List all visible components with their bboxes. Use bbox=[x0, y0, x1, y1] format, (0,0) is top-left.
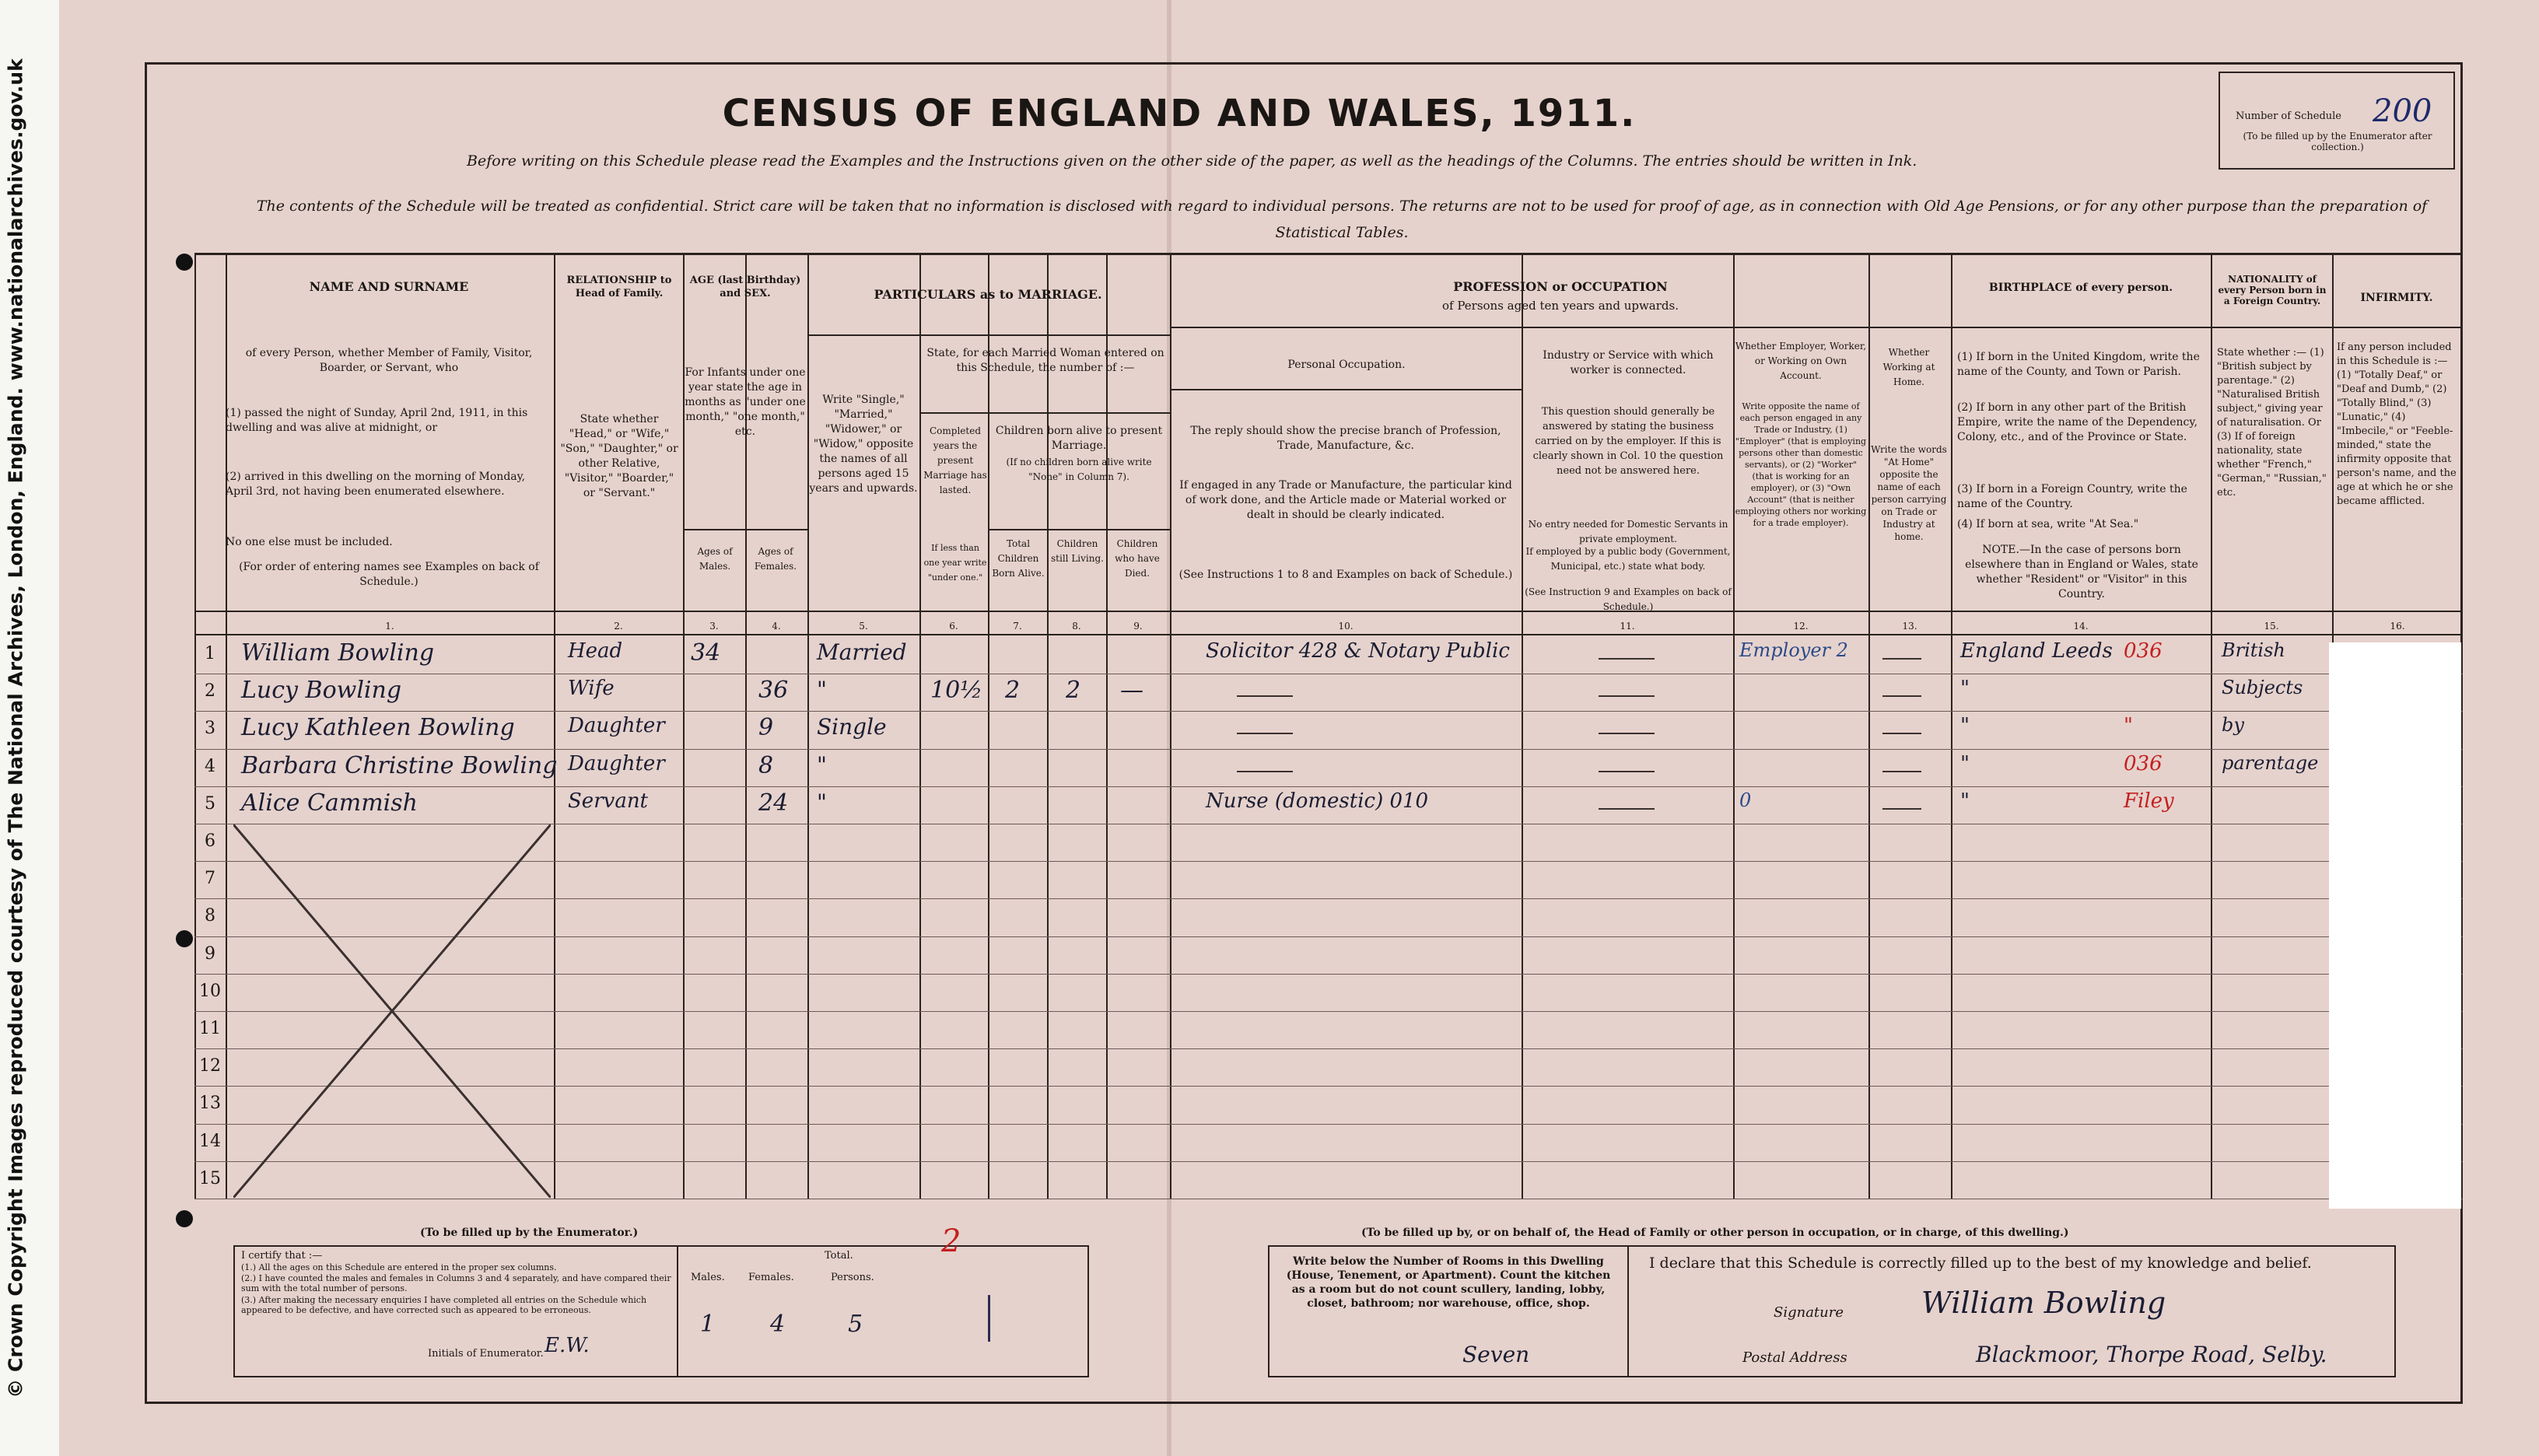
relationship: Head bbox=[568, 639, 623, 663]
row-number: 8 bbox=[205, 906, 215, 926]
schedule-number-box bbox=[2219, 72, 2455, 170]
blank-dash bbox=[1599, 733, 1655, 734]
personal-occupation-desc3: (See Instructions 1 to 8 and Examples on back of Schedule.) bbox=[1178, 569, 1513, 581]
nationality: parentage bbox=[2222, 751, 2319, 774]
marital-status: " bbox=[817, 677, 827, 703]
column-number: 12. bbox=[1793, 621, 1809, 632]
row-number: 15 bbox=[199, 1168, 221, 1188]
row-number: 14 bbox=[199, 1131, 221, 1151]
birthplace-code: Filey bbox=[2124, 789, 2174, 813]
total-label: Total. bbox=[825, 1250, 853, 1262]
initials-label: Initials of Enumerator. bbox=[428, 1348, 544, 1360]
children-born-head: Children born alive to present Marriage. bbox=[995, 425, 1163, 452]
blank-dash bbox=[1237, 695, 1293, 697]
column-number: 5. bbox=[859, 621, 868, 632]
industry-desc2: No entry needed for Domestic Servants in private employment. bbox=[1528, 519, 1728, 544]
name-column-desc: of every Person, whether Member of Family, Visitor, Boarder, or Servant, who bbox=[245, 347, 533, 374]
blank-dash bbox=[1599, 808, 1655, 810]
blank-dash bbox=[1882, 658, 1921, 660]
postal-address-label: Postal Address bbox=[1742, 1349, 1847, 1366]
schedule-number: 200 bbox=[2373, 93, 2432, 129]
row-number: 2 bbox=[205, 681, 215, 702]
blank-dash bbox=[1882, 771, 1921, 772]
persons-label: Persons. bbox=[831, 1272, 874, 1283]
birthplace: " bbox=[1960, 751, 1970, 775]
name-column-desc1: (1) passed the night of Sunday, April 2nd, 1911, in this dwelling and was alive at midnight, or bbox=[226, 407, 528, 434]
marriage-years: 10½ bbox=[930, 677, 983, 705]
total-females: 4 bbox=[770, 1311, 786, 1338]
column-number: 6. bbox=[949, 621, 958, 632]
birthplace-desc4: (4) If born at sea, write "At Sea." bbox=[1957, 518, 2139, 530]
header-subrule bbox=[988, 529, 1170, 530]
birthplace-code: 036 bbox=[2124, 751, 2163, 775]
intro-instructions: Before writing on this Schedule please read the Examples and the Instructions given on the other side of the paper, as well as the headings of the Columns. The entries should be written in Ink. bbox=[467, 152, 1917, 170]
header-subrule bbox=[1170, 327, 1951, 328]
birthplace: " bbox=[1960, 789, 1970, 813]
completed-years-head: Completed years the present Marriage has lasted. bbox=[923, 425, 987, 495]
employment-status: Employer 2 bbox=[1739, 639, 1848, 661]
header-bottom-rule bbox=[194, 611, 2463, 612]
marital-status: " bbox=[817, 789, 827, 815]
personal-occupation-desc: The reply should show the precise branch of Profession, Trade, Manufacture, &c. bbox=[1190, 425, 1501, 452]
head-section-title: (To be filled up by, or on behalf of, the Head of Family or other person in occupation, or in charge, of this dwelling.) bbox=[1361, 1227, 2069, 1239]
blank-dash bbox=[1237, 771, 1293, 772]
column-divider bbox=[1170, 253, 1171, 1199]
nationality-column-head: NATIONALITY of every Person born in a Foreign Country. bbox=[2218, 274, 2327, 306]
birthplace: " bbox=[1960, 677, 1970, 701]
totals-divider bbox=[677, 1245, 683, 1377]
column-number: 11. bbox=[1620, 621, 1635, 632]
certify-2: (2.) I have counted the males and females in Columns 3 and 4 separately, and have compared their sum with the total number of persons. bbox=[241, 1273, 671, 1293]
colnum-rule bbox=[194, 634, 2463, 635]
blank-dash bbox=[1599, 695, 1655, 697]
age-female: 9 bbox=[758, 714, 774, 742]
birthplace-desc1: (1) If born in the United Kingdom, write the name of the County, and Town or Parish. bbox=[1957, 351, 2200, 378]
person-name: Lucy Bowling bbox=[241, 677, 402, 705]
industry-head: Industry or Service with which worker is connected. bbox=[1543, 349, 1714, 376]
married-woman-desc: State, for each Married Woman entered on this Schedule, the number of :— bbox=[926, 347, 1164, 374]
age-column-desc: For Infants under one year state the age in months as "under one month," "one month," etc. bbox=[685, 366, 806, 438]
declaration: I declare that this Schedule is correctly filled up to the best of my knowledge and belief. bbox=[1649, 1255, 2312, 1272]
relationship: Daughter bbox=[568, 714, 665, 738]
row-number: 5 bbox=[205, 793, 215, 814]
person-name: Lucy Kathleen Bowling bbox=[241, 714, 515, 742]
certify-3: (3.) After making the necessary enquiries I have completed all entries on the Schedule which appeared to be defective, and have corrected such as appeared to be erroneous. bbox=[241, 1295, 647, 1315]
column-divider bbox=[1047, 253, 1049, 1199]
children-living: 2 bbox=[1066, 677, 1081, 705]
relationship: Wife bbox=[568, 677, 615, 701]
row-rule bbox=[194, 749, 2463, 750]
postal-address: Blackmoor, Thorpe Road, Selby. bbox=[1976, 1342, 2327, 1367]
column-divider bbox=[1951, 253, 1952, 1199]
person-name: Alice Cammish bbox=[241, 789, 418, 817]
females-label: Females. bbox=[748, 1272, 794, 1283]
row-number: 12 bbox=[199, 1056, 221, 1076]
industry-desc4: (See Instruction 9 and Examples on back of Schedule.) bbox=[1525, 586, 1732, 612]
row-number: 9 bbox=[205, 943, 215, 964]
age-female: 36 bbox=[758, 677, 789, 705]
header-subrule bbox=[1170, 389, 1522, 390]
column-number: 1. bbox=[385, 621, 394, 632]
column-number: 16. bbox=[2390, 621, 2405, 632]
industry-desc3: If employed by a public body (Government, Municipal, etc.) state what body. bbox=[1525, 546, 1731, 572]
home-desc: Write the words "At Home" opposite the name of each person carrying on Trade or Industry at home. bbox=[1871, 444, 1947, 542]
schedule-number-label: Number of Schedule bbox=[2236, 110, 2342, 122]
age-female: 24 bbox=[758, 789, 789, 817]
marital-status: " bbox=[817, 751, 827, 778]
rooms-instructions: Write below the Number of Rooms in this Dwelling (House, Tenement, or Apartment). Count the kitchen as a room but do not count scullery, landing, lobby, closet, bathroom; nor warehouse, office, shop. bbox=[1286, 1255, 1611, 1310]
industry-desc: This question should generally be answered by stating the business carried on by the employer. If this is clearly shown in Col. 10 the question need not be answered here. bbox=[1532, 406, 1724, 477]
birthplace-code: " bbox=[2124, 714, 2133, 738]
nationality-desc: State whether :— (1) "British subject by parentage." (2) "Naturalised British subject," giving year of naturalisation. Or (3) If of foreign nationality, state whether "French," "German," "Russian," etc. bbox=[2217, 347, 2327, 499]
age-males-head: Ages of Males. bbox=[697, 546, 733, 572]
name-column-head: NAME AND SURNAME bbox=[309, 279, 469, 294]
home-head: Whether Working at Home. bbox=[1882, 347, 1935, 387]
person-name: Barbara Christine Bowling bbox=[241, 751, 558, 779]
infirmity-desc: If any person included in this Schedule is :— (1) "Totally Deaf," or "Deaf and Dumb," (2) "Totally Blind," (3) "Lunatic," (4) "Imbecile," or "Feeble-minded," state the infirmity opposite that person's name, and the age at which he or she became afflicted. bbox=[2337, 341, 2457, 507]
row-number: 13 bbox=[199, 1094, 221, 1114]
blank-dash bbox=[1599, 658, 1655, 660]
still-living-head: Children still Living. bbox=[1051, 538, 1104, 564]
row-number: 7 bbox=[205, 869, 215, 889]
column-number: 7. bbox=[1013, 621, 1022, 632]
birthplace-note: NOTE.—In the case of persons born elsewhere than in England or Wales, state whether "Resident" or "Visitor" in this Country. bbox=[1965, 544, 2198, 600]
relationship: Servant bbox=[568, 789, 649, 813]
signature-label: Signature bbox=[1774, 1304, 1844, 1321]
have-died-head: Children who have Died. bbox=[1115, 538, 1160, 579]
children-died: — bbox=[1120, 677, 1143, 705]
occupation: Solicitor 428 & Notary Public bbox=[1206, 639, 1510, 663]
row-number: 1 bbox=[205, 644, 215, 663]
column-number: 14. bbox=[2073, 621, 2089, 632]
marital-status: Single bbox=[817, 714, 887, 740]
relationship-column-head: RELATIONSHIP to Head of Family. bbox=[566, 275, 672, 299]
schedule-number-note: (To be filled up by the Enumerator after collection.) bbox=[2243, 131, 2432, 152]
total-persons: 5 bbox=[848, 1311, 863, 1338]
employment-status: 0 bbox=[1739, 789, 1752, 811]
unused-rows-cross bbox=[233, 824, 551, 1198]
profession-column-head: PROFESSION or OCCUPATION bbox=[1453, 279, 1668, 294]
column-number: 8. bbox=[1072, 621, 1081, 632]
occupation: Nurse (domestic) 010 bbox=[1206, 789, 1429, 813]
confidentiality-note: The contents of the Schedule will be treated as confidential. Strict care will be taken that no information is disclosed with regard to individual persons. The returns are not to be used for proof of age, as in connection with Old Age Pensions, or for any other purpose than the preparation of Statistical Tables. bbox=[256, 198, 2428, 241]
personal-occupation-desc2: If engaged in any Trade or Manufacture, the particular kind of work done, and the Article made or Material worked or dealt in should be clearly indicated. bbox=[1179, 479, 1512, 521]
header-subrule bbox=[919, 412, 1170, 414]
blank-dash bbox=[1237, 733, 1293, 734]
column-divider bbox=[919, 253, 921, 1199]
employer-desc: Write opposite the name of each person engaged in any Trade or Industry, (1) "Employer" (that is employing persons other than domestic servants), or (2) "Worker" (that is working for an employer), or (3) "Own Account" (that is neither employing others nor working for a trade employer). bbox=[1735, 401, 1867, 528]
column-divider bbox=[988, 253, 989, 1199]
header-subrule bbox=[1951, 327, 2211, 328]
name-column-desc3: No one else must be included. bbox=[226, 536, 393, 548]
children-note: (If no children born alive write "None" in Column 7). bbox=[1006, 457, 1152, 482]
marriage-column-head: PARTICULARS as to MARRIAGE. bbox=[874, 287, 1102, 302]
column-divider bbox=[226, 253, 227, 1199]
signature: William Bowling bbox=[1921, 1286, 2166, 1320]
name-column-desc4: (For order of entering names see Examples on back of Schedule.) bbox=[239, 561, 539, 588]
blank-dash bbox=[1882, 733, 1921, 734]
column-divider bbox=[2211, 253, 2212, 1199]
blank-dash bbox=[1599, 771, 1655, 772]
column-number: 13. bbox=[1902, 621, 1917, 632]
pen-stroke bbox=[988, 1295, 990, 1342]
birthplace-code: 036 bbox=[2124, 639, 2163, 663]
column-divider bbox=[554, 253, 555, 1199]
certify-label: I certify that :— bbox=[241, 1250, 323, 1262]
enumerator-red-mark: 2 bbox=[941, 1223, 961, 1259]
column-number: 9. bbox=[1133, 621, 1143, 632]
column-divider bbox=[1868, 253, 1870, 1199]
birthplace: " bbox=[1960, 714, 1970, 738]
blank-dash bbox=[1882, 808, 1921, 810]
row-number: 11 bbox=[199, 1019, 221, 1038]
relationship: Daughter bbox=[568, 751, 665, 775]
nationality: Subjects bbox=[2222, 677, 2303, 699]
header-top-rule bbox=[194, 253, 2463, 255]
males-label: Males. bbox=[691, 1272, 725, 1283]
age-females-head: Ages of Females. bbox=[754, 546, 797, 572]
nationality: British bbox=[2222, 639, 2285, 661]
header-subrule bbox=[807, 334, 1170, 336]
name-column-desc2: (2) arrived in this dwelling on the morning of Monday, April 3rd, not having been enumerated elsewhere. bbox=[226, 471, 526, 498]
header-subrule bbox=[2211, 327, 2463, 328]
profession-column-sub: of Persons aged ten years and upwards. bbox=[1442, 299, 1679, 313]
enumerator-head: (To be filled up by the Enumerator.) bbox=[420, 1227, 639, 1239]
row-rule bbox=[194, 711, 2463, 712]
column-divider bbox=[1106, 253, 1108, 1199]
header-subrule bbox=[683, 529, 807, 530]
head-of-family-section bbox=[1276, 1217, 2466, 1384]
completed-years-note: If less than one year write "under one." bbox=[923, 543, 987, 583]
employer-head: Whether Employer, Worker, or Working on Own Account. bbox=[1735, 341, 1867, 381]
row-rule bbox=[194, 786, 2463, 787]
nationality: by bbox=[2222, 714, 2244, 737]
certify-1: (1.) All the ages on this Schedule are entered in the proper sex columns. bbox=[241, 1262, 557, 1272]
column-number: 4. bbox=[772, 621, 781, 632]
row-number: 6 bbox=[205, 831, 215, 851]
birthplace-column-head: BIRTHPLACE of every person. bbox=[1988, 282, 2173, 294]
total-males: 1 bbox=[700, 1311, 716, 1338]
rooms-count: Seven bbox=[1462, 1342, 1530, 1367]
column-number: 3. bbox=[709, 621, 719, 632]
age-column-head: AGE (last Birthday) and SEX. bbox=[689, 275, 801, 299]
row-number: 4 bbox=[205, 756, 215, 776]
children-born: 2 bbox=[1005, 677, 1021, 705]
blank-dash bbox=[1882, 695, 1921, 697]
birthplace-desc3: (3) If born in a Foreign Country, write the name of the Country. bbox=[1957, 483, 2187, 510]
infirmity-column-head: INFIRMITY. bbox=[2360, 292, 2433, 304]
personal-occupation-head: Personal Occupation. bbox=[1287, 359, 1406, 371]
redacted-infirmity-column bbox=[2329, 642, 2461, 1209]
birthplace-desc2: (2) If born in any other part of the British Empire, write the name of the Dependency, Colony, etc., and of the Province or State. bbox=[1957, 401, 2198, 443]
page-title: CENSUS OF ENGLAND AND WALES, 1911. bbox=[722, 92, 1637, 135]
marriage-column-desc: Write "Single," "Married," "Widower," or "Widow," opposite the names of all persons aged 15 years and upwards. bbox=[809, 394, 918, 495]
column-divider bbox=[1522, 253, 1523, 1199]
column-number: 15. bbox=[2264, 621, 2279, 632]
column-number: 2. bbox=[614, 621, 623, 632]
birthplace: England Leeds bbox=[1960, 639, 2113, 663]
row-number: 3 bbox=[205, 719, 215, 739]
person-name: William Bowling bbox=[241, 639, 435, 667]
age-female: 8 bbox=[758, 751, 774, 779]
enumerator-initials: E.W. bbox=[545, 1334, 590, 1357]
column-number: 10. bbox=[1338, 621, 1354, 632]
copyright-credit: © Crown Copyright Images reproduced courtesy of The National Archives, London, England. www.nationalarchives.gov.uk bbox=[4, 58, 27, 1398]
marital-status: Married bbox=[817, 639, 907, 665]
row-number: 10 bbox=[199, 981, 221, 1001]
relationship-column-desc: State whether "Head," or "Wife," "Son," "Daughter," or other Relative, "Visitor," "Boarder," or "Servant." bbox=[560, 413, 678, 499]
age-male: 34 bbox=[691, 639, 721, 667]
column-divider bbox=[1733, 253, 1735, 1199]
total-born-head: Total Children Born Alive. bbox=[992, 538, 1045, 579]
